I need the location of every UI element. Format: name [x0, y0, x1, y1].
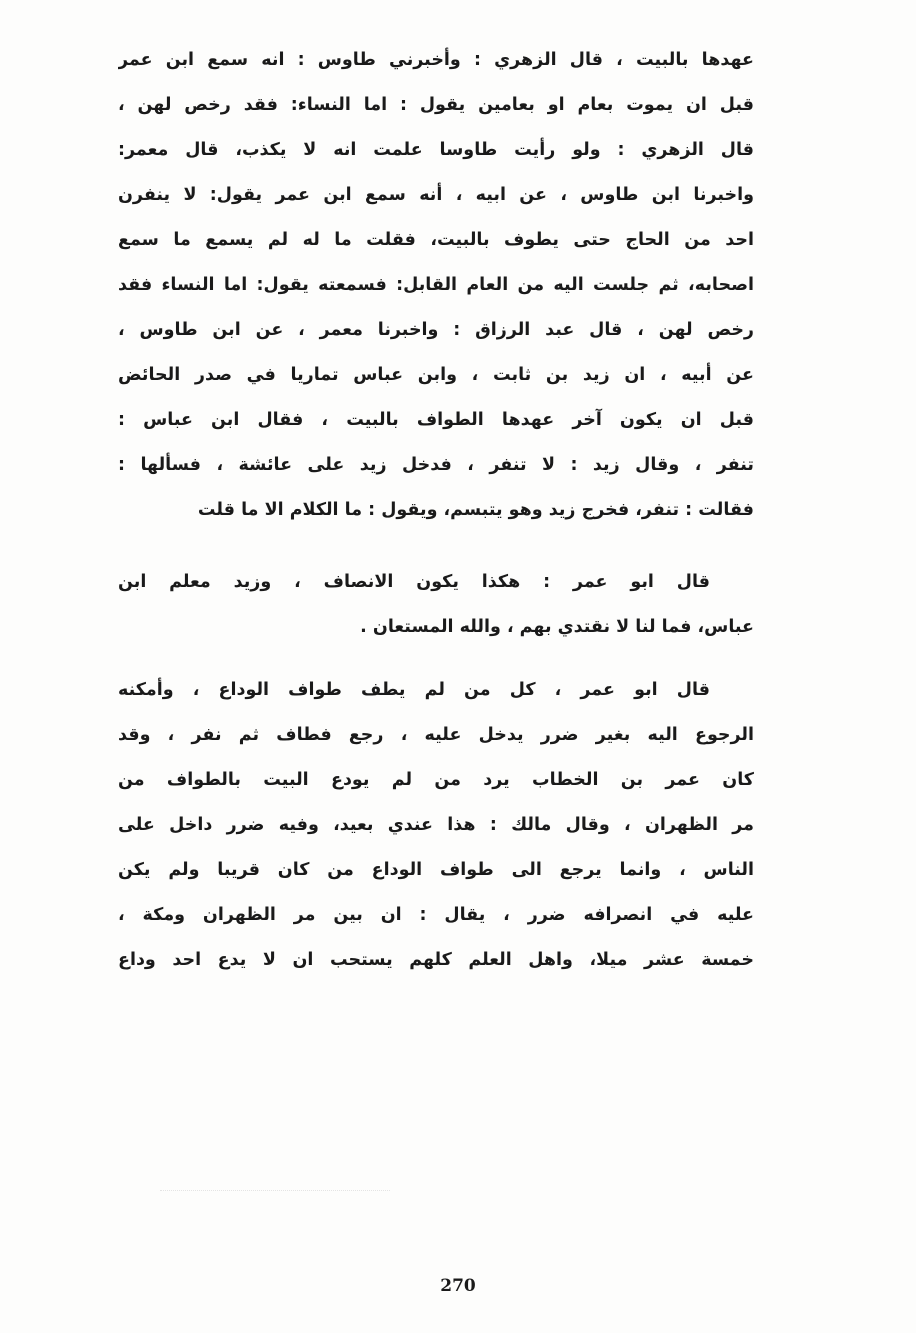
text-line: رخص لهن ، قال عبد الرزاق : واخبرنا معمر ، عن ابن طاوس ، [118, 320, 754, 340]
text-line: قال ابو عمر : هكذا يكون الانصاف ، وزيد معلم ابن [118, 572, 710, 592]
paragraph-3 [118, 668, 754, 983]
text-line: عليه في انصرافه ضرر ، يقال : ان بين مر الظهران ومكة ، [118, 905, 754, 925]
text-line: الرجوع اليه بغير ضرر يدخل عليه ، رجع فطاف ثم نفر ، وقد [118, 725, 754, 745]
text-line: تنفر ، وقال زيد : لا تنفر ، فدخل زيد على عائشة ، فسألها : [118, 455, 754, 475]
text-line: قبل ان يكون آخر عهدها الطواف بالبيت ، فقال ابن عباس : [118, 410, 754, 430]
text-line: كان عمر بن الخطاب يرد من لم يودع البيت بالطواف من [118, 770, 754, 790]
paragraph-1 [118, 38, 754, 533]
text-line: مر الظهران ، وقال مالك : هذا عندي بعيد، وفيه ضرر داخل على [118, 815, 754, 835]
text-line: قال ابو عمر ، كل من لم يطف طواف الوداع ، وأمكنه [118, 680, 710, 700]
text-line: فقالت : تنفر، فخرج زيد وهو يتبسم، ويقول : ما الكلام الا ما قلت [197, 500, 754, 520]
text-line: اصحابه، ثم جلست اليه من العام القابل: فسمعته يقول: اما النساء فقد [118, 275, 754, 295]
text-line: عن أبيه ، ان زيد بن ثابت ، وابن عباس تماريا في صدر الحائض [118, 365, 754, 385]
text-line: الناس ، وانما يرجع الى طواف الوداع من كان قريبا ولم يكن [118, 860, 754, 880]
text-line: عباس، فما لنا لا نقتدي بهم ، والله المستعان . [360, 617, 754, 637]
paragraph-2 [118, 560, 754, 650]
text-line: عهدها بالبيت ، قال الزهري : وأخبرني طاوس : انه سمع ابن عمر [118, 50, 754, 70]
text-line: خمسة عشر ميلا، واهل العلم كلهم يستحب ان لا يدع احد وداع [118, 950, 754, 970]
text-line: قال الزهري : ولو رأيت طاوسا علمت انه لا يكذب، قال معمر: [118, 140, 754, 160]
page-number: 270 [440, 1276, 476, 1296]
text-line: قبل ان يموت بعام او بعامين يقول : اما النساء: فقد رخص لهن ، [118, 95, 754, 115]
text-line: واخبرنا ابن طاوس ، عن ابيه ، أنه سمع ابن عمر يقول: لا ينفرن [118, 185, 754, 205]
scan-speckle [160, 1190, 390, 1192]
text-line: احد من الحاج حتى يطوف بالبيت، فقلت ما له لم يسمع ما سمع [118, 230, 754, 250]
